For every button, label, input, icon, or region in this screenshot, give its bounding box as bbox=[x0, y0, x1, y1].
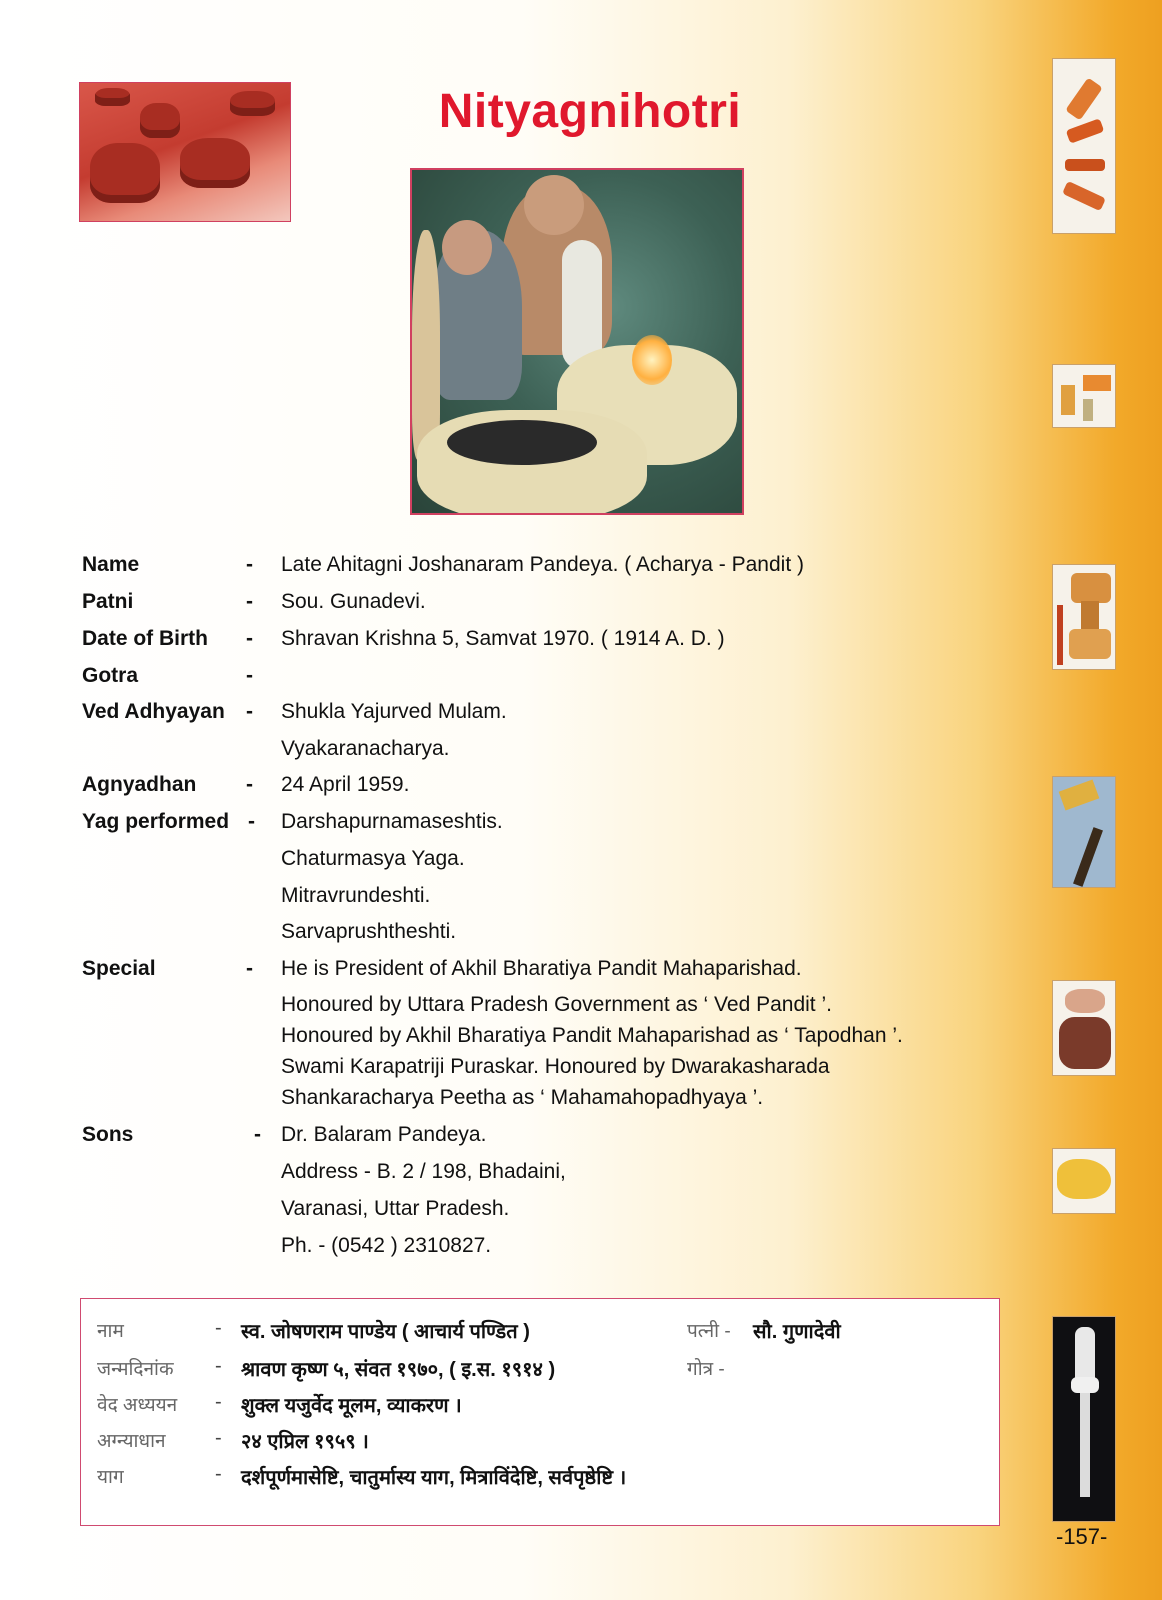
hindi-value: श्रावण कृष्ण ५, संवत १९७०, ( इ.स. १९१४ ) bbox=[241, 1359, 556, 1381]
detail-row-gotra bbox=[0, 664, 1000, 700]
hindi-dash: - bbox=[215, 1427, 222, 1449]
detail-dash: - bbox=[246, 627, 253, 650]
hindi-value: २४ एप्रिल १९५९ । bbox=[241, 1431, 369, 1453]
hindi-dash: - bbox=[215, 1391, 222, 1413]
hindi-row-agnyadhan bbox=[81, 1427, 981, 1461]
detail-dash: - bbox=[246, 700, 253, 723]
detail-value: Mitravrundeshti. bbox=[281, 884, 431, 907]
detail-dash: - bbox=[248, 810, 255, 833]
hindi-row-yag bbox=[81, 1463, 981, 1497]
detail-value: Chaturmasya Yaga. bbox=[281, 847, 465, 870]
detail-value: Honoured by Akhil Bharatiya Pandit Mahaparishad as ‘ Tapodhan ’. bbox=[281, 1024, 903, 1047]
detail-value: Vyakaranacharya. bbox=[281, 737, 450, 760]
detail-row-continuation bbox=[0, 737, 1000, 773]
hindi-row-ved bbox=[81, 1391, 981, 1425]
detail-row-name bbox=[0, 553, 1000, 589]
detail-value: He is President of Akhil Bharatiya Pandit Mahaparishad. bbox=[281, 957, 802, 980]
detail-label: Agnyadhan bbox=[82, 773, 197, 796]
detail-row-special bbox=[0, 957, 1000, 993]
detail-value: Varanasi, Uttar Pradesh. bbox=[281, 1197, 510, 1220]
detail-value: Late Ahitagni Joshanaram Pandeya. ( Acharya - Pandit ) bbox=[281, 553, 804, 576]
hindi-dash: - bbox=[215, 1463, 222, 1485]
hindi-label: नाम bbox=[97, 1321, 124, 1342]
detail-row-date-of-birth bbox=[0, 627, 1000, 663]
detail-value: Ph. - (0542 ) 2310827. bbox=[281, 1234, 492, 1257]
detail-row-continuation bbox=[0, 884, 1000, 920]
hindi-row-name bbox=[81, 1317, 981, 1351]
detail-row-continuation bbox=[0, 1086, 1000, 1122]
hindi-label: अग्न्याधान bbox=[97, 1431, 166, 1452]
detail-label: Special bbox=[82, 957, 156, 980]
detail-row-continuation bbox=[0, 920, 1000, 956]
detail-dash: - bbox=[246, 664, 253, 687]
hindi-label-gotra: गोत्र - bbox=[687, 1359, 725, 1380]
hindi-summary-box bbox=[80, 1298, 1000, 1526]
detail-dash: - bbox=[246, 553, 253, 576]
detail-row-patni bbox=[0, 590, 1000, 626]
hindi-label: वेद अध्ययन bbox=[97, 1395, 178, 1416]
hindi-label-patni: पत्नी - bbox=[687, 1321, 731, 1342]
hindi-label: याग bbox=[97, 1467, 124, 1488]
detail-dash: - bbox=[246, 590, 253, 613]
agnihotra-ritual-photo bbox=[410, 168, 744, 515]
hindi-value: शुक्ल यजुर्वेद मूलम, व्याकरण । bbox=[241, 1395, 462, 1417]
detail-row-sons bbox=[0, 1123, 1000, 1159]
stone-vessel-photo bbox=[1052, 980, 1116, 1076]
ritual-implements-photo bbox=[1052, 364, 1116, 428]
detail-row-continuation bbox=[0, 1197, 1000, 1233]
detail-row-yag-performed bbox=[0, 810, 1000, 846]
ritual-ladles-photo bbox=[1052, 58, 1116, 234]
detail-value: Shukla Yajurved Mulam. bbox=[281, 700, 507, 723]
detail-label: Gotra bbox=[82, 664, 139, 687]
detail-row-agnyadhan bbox=[0, 773, 1000, 809]
hindi-dash: - bbox=[215, 1355, 222, 1377]
hindi-row-birth bbox=[81, 1355, 981, 1389]
detail-value: 24 April 1959. bbox=[281, 773, 410, 796]
detail-value: Sou. Gunadevi. bbox=[281, 590, 426, 613]
detail-row-continuation bbox=[0, 847, 1000, 883]
page-number: -157- bbox=[1056, 1524, 1108, 1549]
detail-label: Date of Birth bbox=[82, 627, 208, 650]
detail-row-ved-adhyayan bbox=[0, 700, 1000, 736]
detail-row-continuation bbox=[0, 1234, 1000, 1270]
hindi-value: स्व. जोषणराम पाण्डेय ( आचार्य पण्डित ) bbox=[241, 1321, 530, 1343]
wooden-vessel-photo bbox=[1052, 564, 1116, 670]
hindi-label: जन्मदिनांक bbox=[97, 1359, 174, 1380]
hindi-value-patni: सौ. गुणादेवी bbox=[753, 1321, 841, 1343]
detail-label: Sons bbox=[82, 1123, 134, 1146]
detail-dash: - bbox=[246, 773, 253, 796]
detail-value: Shankaracharya Peetha as ‘ Mahamahopadhyaya ’. bbox=[281, 1086, 764, 1109]
detail-value: Shravan Krishna 5, Samvat 1970. ( 1914 A. D. ) bbox=[281, 627, 725, 650]
ritual-tools-photo bbox=[1052, 776, 1116, 888]
sacrificial-ladle-photo bbox=[1052, 1316, 1116, 1522]
ritual-pots-photo bbox=[79, 82, 291, 222]
yellow-spoon-photo bbox=[1052, 1148, 1116, 1214]
detail-value: Dr. Balaram Pandeya. bbox=[281, 1123, 487, 1146]
detail-row-continuation bbox=[0, 1160, 1000, 1196]
detail-label: Name bbox=[82, 553, 140, 576]
hindi-value: दर्शपूर्णमासेष्टि, चातुर्मास्य याग, मित्राविंदेष्टि, सर्वपृष्ठेष्टि । bbox=[241, 1467, 627, 1489]
detail-label: Ved Adhyayan bbox=[82, 700, 225, 723]
detail-value: Address - B. 2 / 198, Bhadaini, bbox=[281, 1160, 566, 1183]
detail-label: Patni bbox=[82, 590, 134, 613]
detail-dash: - bbox=[246, 957, 253, 980]
page-title: Nityagnihotri bbox=[438, 85, 742, 138]
detail-value: Darshapurnamaseshtis. bbox=[281, 810, 503, 833]
detail-value: Honoured by Uttara Pradesh Government as ‘ Ved Pandit ’. bbox=[281, 993, 832, 1016]
detail-value: Sarvaprushtheshti. bbox=[281, 920, 457, 943]
detail-dash: - bbox=[254, 1123, 261, 1146]
detail-value: Swami Karapatriji Puraskar. Honoured by Dwarakasharada bbox=[281, 1055, 830, 1078]
detail-label: Yag performed bbox=[82, 810, 230, 833]
hindi-dash: - bbox=[215, 1317, 222, 1339]
